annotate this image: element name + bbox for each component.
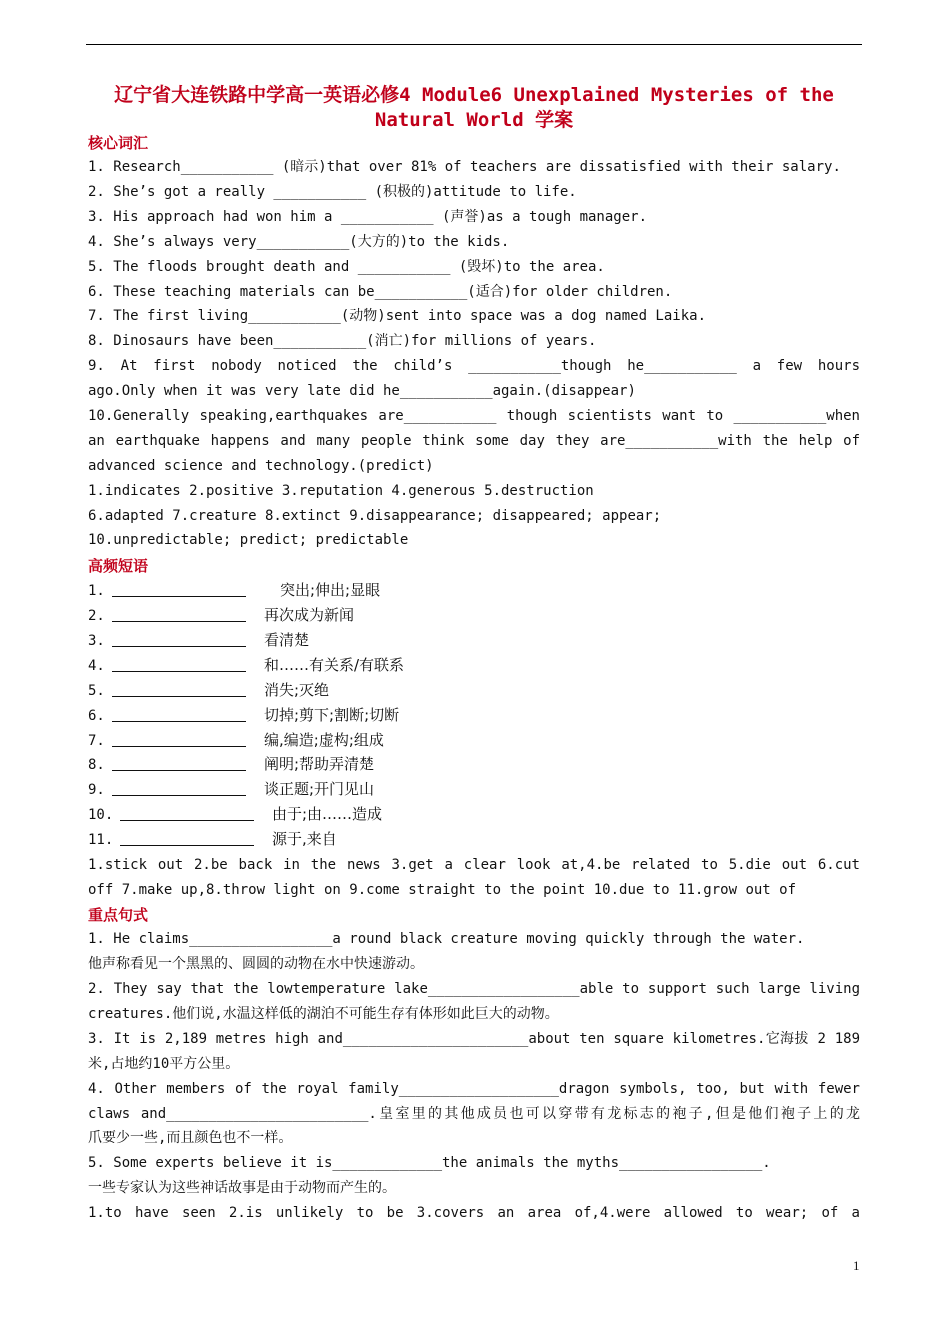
phrase-row: [88, 754, 860, 775]
phrase-meaning: 突出;伸出;显眼: [280, 581, 381, 599]
phrase-row: [88, 705, 860, 726]
sentence-line: 1. He claims_________________a round black creature moving quickly through the water.: [88, 931, 805, 947]
phrase-meaning: 谈正题;开门见山: [264, 780, 375, 798]
vocab-answer-line: 6.adapted 7.creature 8.extinct 9.disappearance; disappeared; appear;: [88, 508, 662, 524]
phrase-meaning: 消失;灭绝: [264, 681, 330, 699]
vocab-question-line: 2. She’s got a really ___________ (积极的)attitude to life.: [88, 184, 577, 200]
phrase-row: [88, 630, 860, 651]
sentence-line: 1.to have seen 2.is unlikely to be 3.covers an area of,4.were allowed to wear; of a: [88, 1205, 860, 1221]
sentence-line: 爪要少一些,而且颜色也不一样。: [88, 1130, 293, 1146]
phrase-blank: [112, 756, 246, 771]
phrase-number: 7.: [88, 733, 105, 749]
phrase-number: 8.: [88, 757, 105, 773]
phrase-meaning: 再次成为新闻: [264, 606, 355, 624]
phrase-row: [88, 655, 860, 676]
sentence-line: 5. Some experts believe it is_____________the animals the myths_________________.: [88, 1155, 771, 1171]
vocab-question-line: ago.Only when it was very late did he___________again.(disappear): [88, 383, 636, 399]
phrase-blank: [112, 607, 246, 622]
phrase-meaning: 和……有关系/有联系: [264, 656, 405, 674]
doc-title-line1: 辽宁省大连铁路中学高一英语必修4 Module6 Unexplained Mysteries of the: [114, 84, 834, 106]
phrase-meaning: 阐明;帮助弄清楚: [264, 755, 375, 773]
phrase-blank: [112, 707, 246, 722]
header-rule: [86, 44, 862, 45]
vocab-question-line: 7. The first living___________(动物)sent into space was a dog named Laika.: [88, 308, 707, 324]
phrase-blank: [112, 632, 246, 647]
phrase-number: 6.: [88, 708, 105, 724]
phrase-meaning: 看清楚: [264, 631, 310, 649]
sentence-line: claws and________________________.皇室里的其他成员也可以穿带有龙标志的袍子,但是他们袍子上的龙: [88, 1106, 860, 1122]
phrase-number: 10.: [88, 807, 114, 823]
phrase-number: 3.: [88, 633, 105, 649]
sentence-line: 一些专家认为这些神话故事是由于动物而产生的。: [88, 1180, 396, 1196]
phrase-number: 9.: [88, 782, 105, 798]
vocab-question-line: 5. The floods brought death and ___________ (毁坏)to the area.: [88, 259, 605, 275]
phrase-blank: [112, 732, 246, 747]
section-vocab-heading: 核心词汇: [88, 134, 149, 152]
phrase-meaning: 切掉;剪下;割断;切断: [264, 706, 400, 724]
phrase-row: [88, 680, 860, 701]
phrase-blank: [112, 582, 246, 597]
vocab-question-line: 6. These teaching materials can be___________(适合)for older children.: [88, 284, 673, 300]
phrase-number: 1.: [88, 583, 105, 599]
phrase-row: [88, 605, 860, 626]
phrase-blank: [112, 781, 246, 796]
section-phrases-heading: 高频短语: [88, 557, 149, 575]
phrase-row: [88, 804, 860, 825]
vocab-question-line: 4. She’s always very___________(大方的)to the kids.: [88, 234, 510, 250]
vocab-answer-line: 1.indicates 2.positive 3.reputation 4.generous 5.destruction: [88, 483, 594, 499]
vocab-question-line: 10.Generally speaking,earthquakes are___________ though scientists want to ___________when: [88, 408, 860, 424]
doc-title-line2: Natural World 学案: [374, 109, 574, 131]
phrase-row: [88, 730, 860, 751]
phrase-meaning: 源于,来自: [272, 830, 337, 848]
vocab-question-line: 9. At first nobody noticed the child’s ___________though he___________ a few hours: [88, 358, 860, 374]
phrase-blank: [112, 682, 246, 697]
phrase-blank: [112, 657, 246, 672]
phrase-number: 4.: [88, 658, 105, 674]
vocab-question-line: 3. His approach had won him a ___________ (声誉)as a tough manager.: [88, 209, 648, 225]
sentence-line: 2. They say that the lowtemperature lake__________________able to support such large living: [88, 981, 860, 997]
phrase-answer-line: off 7.make up,8.throw light on 9.come straight to the point 10.due to 11.grow out of: [88, 882, 797, 898]
page-number: 1: [853, 1258, 860, 1273]
sentence-line: 米,占地约10平方公里。: [88, 1056, 240, 1072]
vocab-question-line: 1. Research___________ (暗示)that over 81% of teachers are dissatisfied with their salary.: [88, 159, 841, 175]
phrase-number: 11.: [88, 832, 114, 848]
sentence-line: 3. It is 2,189 metres high and______________________about ten square kilometres.它海拔 2 189: [88, 1031, 860, 1047]
sentence-line: 4. Other members of the royal family___________________dragon symbols, too, but with fewer: [88, 1081, 860, 1097]
vocab-question-line: 8. Dinosaurs have been___________(消亡)for millions of years.: [88, 333, 597, 349]
phrase-row: [88, 779, 860, 800]
phrase-blank: [120, 806, 254, 821]
phrase-number: 5.: [88, 683, 105, 699]
vocab-question-line: advanced science and technology.(predict): [88, 458, 434, 474]
phrase-answer-line: 1.stick out 2.be back in the news 3.get a clear look at,4.be related to 5.die out 6.cut: [88, 857, 860, 873]
phrase-meaning: 编,编造;虚构;组成: [264, 731, 384, 749]
phrase-number: 2.: [88, 608, 105, 624]
phrase-meaning: 由于;由……造成: [272, 805, 383, 823]
vocab-question-line: an earthquake happens and many people think some day they are___________with the help of: [88, 433, 860, 449]
sentence-line: 他声称看见一个黑黑的、圆圆的动物在水中快速游动。: [88, 956, 424, 972]
vocab-answer-line: 10.unpredictable; predict; predictable: [88, 532, 409, 548]
sentence-line: creatures.他们说,水温这样低的湖泊不可能生存有体形如此巨大的动物。: [88, 1006, 559, 1022]
section-sentences-heading: 重点句式: [88, 906, 149, 924]
phrase-row: [88, 829, 860, 850]
phrase-row: [88, 580, 860, 601]
phrase-blank: [120, 831, 254, 846]
